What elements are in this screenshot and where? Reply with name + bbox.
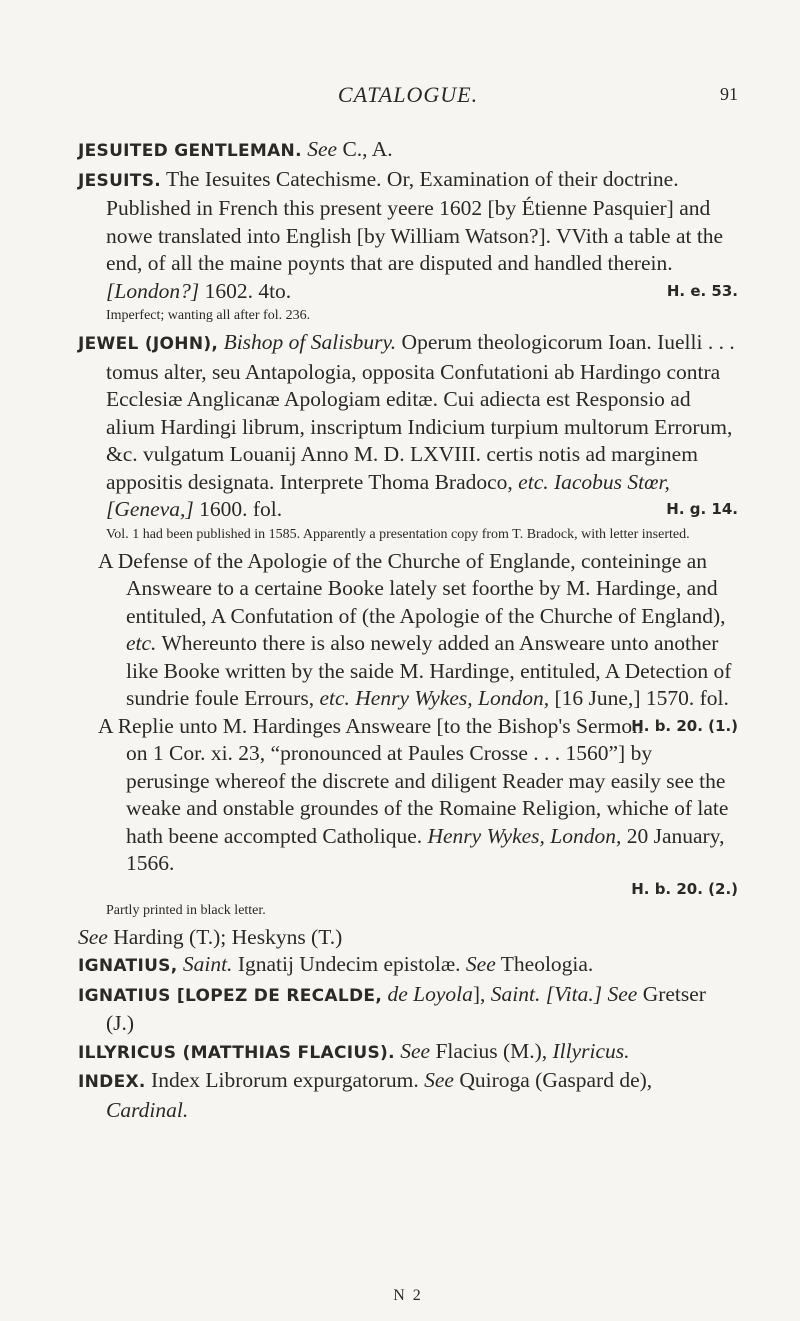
see-reference: See [607,981,638,1006]
cross-reference-qualifier: Illyricus. [552,1038,630,1063]
entry-qualifier: Saint. [182,952,233,976]
entry-heading: IGNATIUS, [78,956,178,976]
entry-heading: INDEX. [78,1072,146,1092]
cross-reference: Harding (T.); Heskyns (T.) [113,924,343,949]
catalogue-entry [78,136,738,166]
entry-qualifier: de Loyola [387,981,473,1006]
entry-heading: ILLYRICUS (MATTHIAS FLACIUS). [78,1042,395,1063]
entry-imprint-place: Henry Wykes, London, [427,823,622,848]
pressmark: H. b. 20. (1.) [631,716,738,735]
page-number: 91 [720,84,738,104]
entry-title: [Vita.] [545,981,603,1006]
entry-imprint: 20 January, 1566. [126,823,725,875]
entry-title: Operum theologicorum Ioan. Iuelli . . . tomus alter, seu Antapologia, opposita Confutationi ab Hardingo contra Ecclesiæ Anglicanæ Apologiam editæ. Cui adiecta est Responsio ad alium Hardingi librum, inscriptum Indicium turpium multorum Errorum, &c. vulgatum Louanij Anno M. D. LXVIII. certis notis ad marginem appositis designata. Interprete Thoma Bradoco, [106,330,735,494]
entry-note: Imperfect; wanting all after fol. 236. [106,308,311,323]
see-also-line [78,924,738,952]
entry-bracket: ], [472,981,486,1006]
cross-reference: C., A. [342,137,393,161]
see-reference: See [307,137,338,161]
signature-mark: N 2 [393,1287,423,1304]
cross-reference-qualifier: Cardinal. [106,1097,189,1122]
page-header [78,0,738,118]
catalogue-entry [78,1067,738,1124]
entry-qualifier: Bishop of Salisbury. [223,330,397,354]
entry-heading: IGNATIUS [LOPEZ DE RECALDE, [78,985,383,1006]
see-reference: See [78,924,108,949]
catalogue-entry [78,166,738,306]
entry-imprint: 1600. fol. [199,497,283,521]
entry-title: Ignatij Undecim epistolæ. [237,952,461,976]
entry-note: Vol. 1 had been published in 1585. Apparently a presentation copy from T. Bradock, with letter inserted. [106,526,690,542]
entry-title: A Replie unto M. Hardinges Answeare [to the Bishop's Sermon on 1 Cor. xi. 23, “pronounced at Paules Crosse . . . 1560”] by perusinge whereof the discrete and diligent Reader may easily see the weake and onstable groundes of the Romaine Religion, whiche of late hath beene accompted Catholique. [98,713,729,848]
pressmark: H. e. 53. [666,281,738,300]
entry-heading: JEWEL (JOHN), [78,334,219,354]
entry-note: Partly printed in black letter. [106,902,266,918]
catalogue-page [78,0,738,1304]
catalogue-entries [78,136,738,1124]
see-reference: See [465,952,496,976]
cross-reference: Theologia. [500,952,594,976]
catalogue-entry [78,981,738,1038]
sub-entry [78,713,738,878]
entry-imprint: [16 June,] 1570. fol. [554,686,729,710]
entry-imprint-place: etc. Iacobus Stœr, [Geneva,] [106,469,670,521]
cross-reference: Quiroga (Gaspard de), [459,1068,653,1092]
entry-imprint: 1602. 4to. [204,278,292,303]
entry-heading: JESUITED GENTLEMAN. [78,141,302,161]
entry-heading: JESUITS. [78,170,162,191]
entry-imprint-place: [London?] [106,278,200,303]
entry-title: A Defense of the Apologie of the Churche of Englande, conteininge an Answeare to a certaine Booke lately set foorthe by M. Hardinge, and entituled, A Confutation of (the Apologie of the Churche of England), [98,548,726,628]
catalogue-entry [78,329,738,524]
cross-reference: Flacius (M.), [435,1038,548,1063]
pressmark: H. b. 20. (2.) [631,879,738,898]
entry-title-continued: Whereunto there is also newely added an Answeare unto another like Booke written by the saide M. Hardinge, entituled, A Detection of sundrie foule Errours, [126,631,732,710]
see-reference: See [400,1038,431,1063]
entry-etc: etc. [126,631,157,655]
entry-title: Index Librorum expurgatorum. [151,1068,419,1092]
cross-reference: Gretser (J.) [106,981,706,1035]
entry-title: The Iesuites Catechisme. Or, Examination of their doctrine. Published in French this present yeere 1602 [by Étienne Pasquier] and nowe translated into English [by William Watson?]. VVith a table at the end, of all the maine poynts that are disputed and handled therein. [106,166,724,275]
catalogue-entry [78,951,738,981]
entry-title-qualifier: Saint. [490,981,541,1006]
pressmark: H. g. 14. [666,500,738,518]
running-title: CATALOGUE. [337,82,479,107]
see-reference: See [424,1068,454,1092]
sub-entry [78,548,738,735]
catalogue-entry [78,1038,738,1068]
entry-imprint-place: etc. Henry Wykes, London, [319,686,550,710]
